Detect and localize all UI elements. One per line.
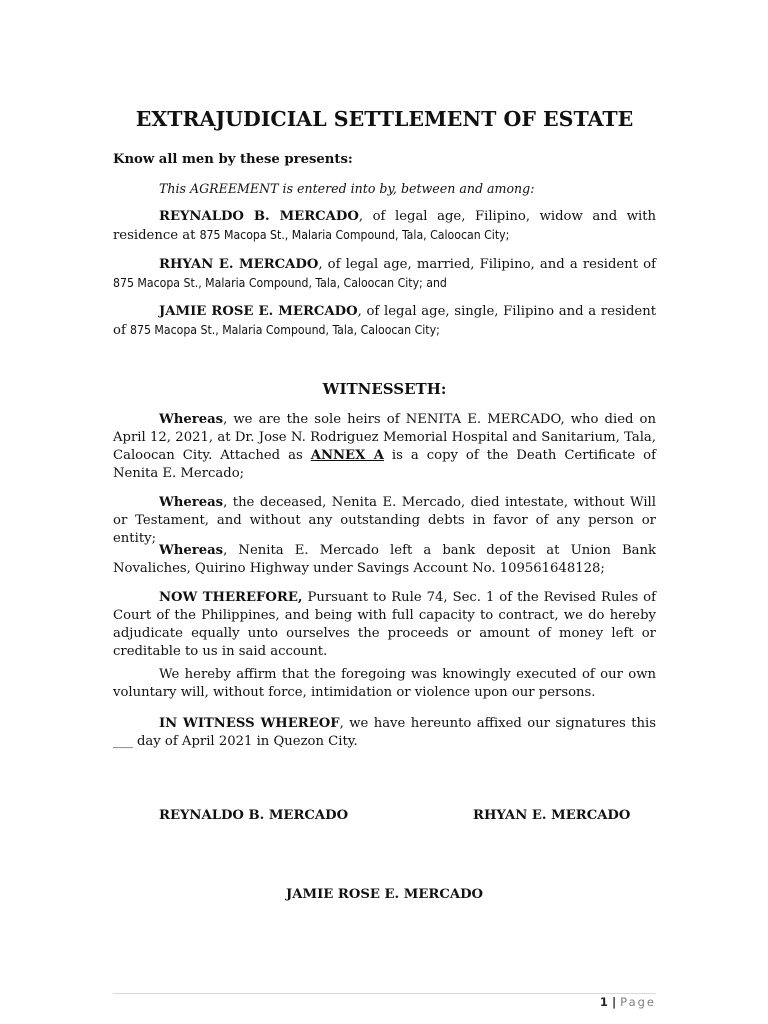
footer-divider [113, 993, 656, 994]
now-therefore-clause [113, 589, 656, 661]
document-title: EXTRAJUDICIAL SETTLEMENT OF ESTATE [135, 107, 634, 131]
page-number: 1 [599, 995, 608, 1009]
agreement-line: This AGREEMENT is entered into by, between and among: [159, 181, 535, 196]
party-address: 875 Macopa St., Malaria Compound, Tala, Caloocan City; [199, 228, 510, 242]
party-desc: , of legal age, single, Filipino and a resident of [113, 304, 656, 338]
party-desc: , of legal age, married, Filipino, and a resident of [318, 257, 656, 272]
witnesseth-heading: WITNESSETH: [322, 380, 447, 398]
in-witness-clause [113, 715, 656, 751]
party-rhyan [113, 256, 656, 293]
party-desc: , of legal age, Filipino, widow and with residence at [113, 209, 657, 243]
party-jamie [113, 303, 656, 340]
signatory-rhyan: RHYAN E. MERCADO [473, 808, 631, 823]
page-separator: | [607, 995, 621, 1009]
party-reynaldo [113, 208, 656, 245]
signatory-reynaldo: REYNALDO B. MERCADO [159, 808, 349, 823]
whereas-text-cont: is a copy of the Death Certificate of Nenita E. Mercado; [113, 448, 656, 481]
page-label: Page [620, 995, 656, 1009]
document-page [113, 0, 656, 1024]
page-footer [600, 995, 656, 1009]
party-name: JAMIE ROSE E. MERCADO [159, 304, 358, 319]
whereas-text: , Nenita E. Mercado left a bank deposit at Union Bank Novaliches, Quirino Highway under Savings Account No. 109561648128; [113, 543, 656, 576]
party-address: 875 Macopa St., Malaria Compound, Tala, Caloocan City; and [113, 276, 447, 290]
in-witness-text: , we have hereunto affixed our signatures this ___ day of April 2021 in Quezon City. [113, 716, 656, 749]
party-address: 875 Macopa St., Malaria Compound, Tala, Caloocan City; [130, 323, 440, 337]
whereas-label: Whereas [159, 543, 224, 558]
whereas-bank-deposit [113, 542, 656, 578]
whereas-text: , the deceased, Nenita E. Mercado, died intestate, without Will or Testament, and without any outstanding debts in favor of any person or entity; [113, 495, 656, 546]
signatory-jamie: JAMIE ROSE E. MERCADO [286, 887, 483, 902]
now-therefore-text: Pursuant to Rule 74, Sec. 1 of the Revised Rules of Court of the Philippines, and being with full capacity to contract, we do hereby adjudicate equally unto ourselves the proceeds or amount of money left or creditable to us in said account. [113, 590, 657, 659]
whereas-label: Whereas [159, 412, 224, 427]
party-name: RHYAN E. MERCADO [159, 257, 319, 272]
whereas-intestate [113, 494, 656, 548]
whereas-label: Whereas [159, 495, 224, 510]
now-therefore-label: NOW THEREFORE, [159, 590, 303, 605]
in-witness-label: IN WITNESS WHEREOF [159, 716, 340, 731]
whereas-heirs [113, 411, 656, 483]
whereas-text: , we are the sole heirs of NENITA E. MERCADO, who died on April 12, 2021, at Dr. Jose N. Rodriguez Memorial Hospital and Sanitarium, Tala, Caloocan City. Attached as [113, 412, 656, 463]
intro-line: Know all men by these presents: [113, 152, 353, 167]
annex-a-reference: ANNEX A [310, 448, 384, 463]
party-name: REYNALDO B. MERCADO [159, 209, 359, 224]
affirmation-clause: We hereby affirm that the foregoing was knowingly executed of our own voluntary will, without force, intimidation or violence upon our persons. [113, 667, 656, 700]
